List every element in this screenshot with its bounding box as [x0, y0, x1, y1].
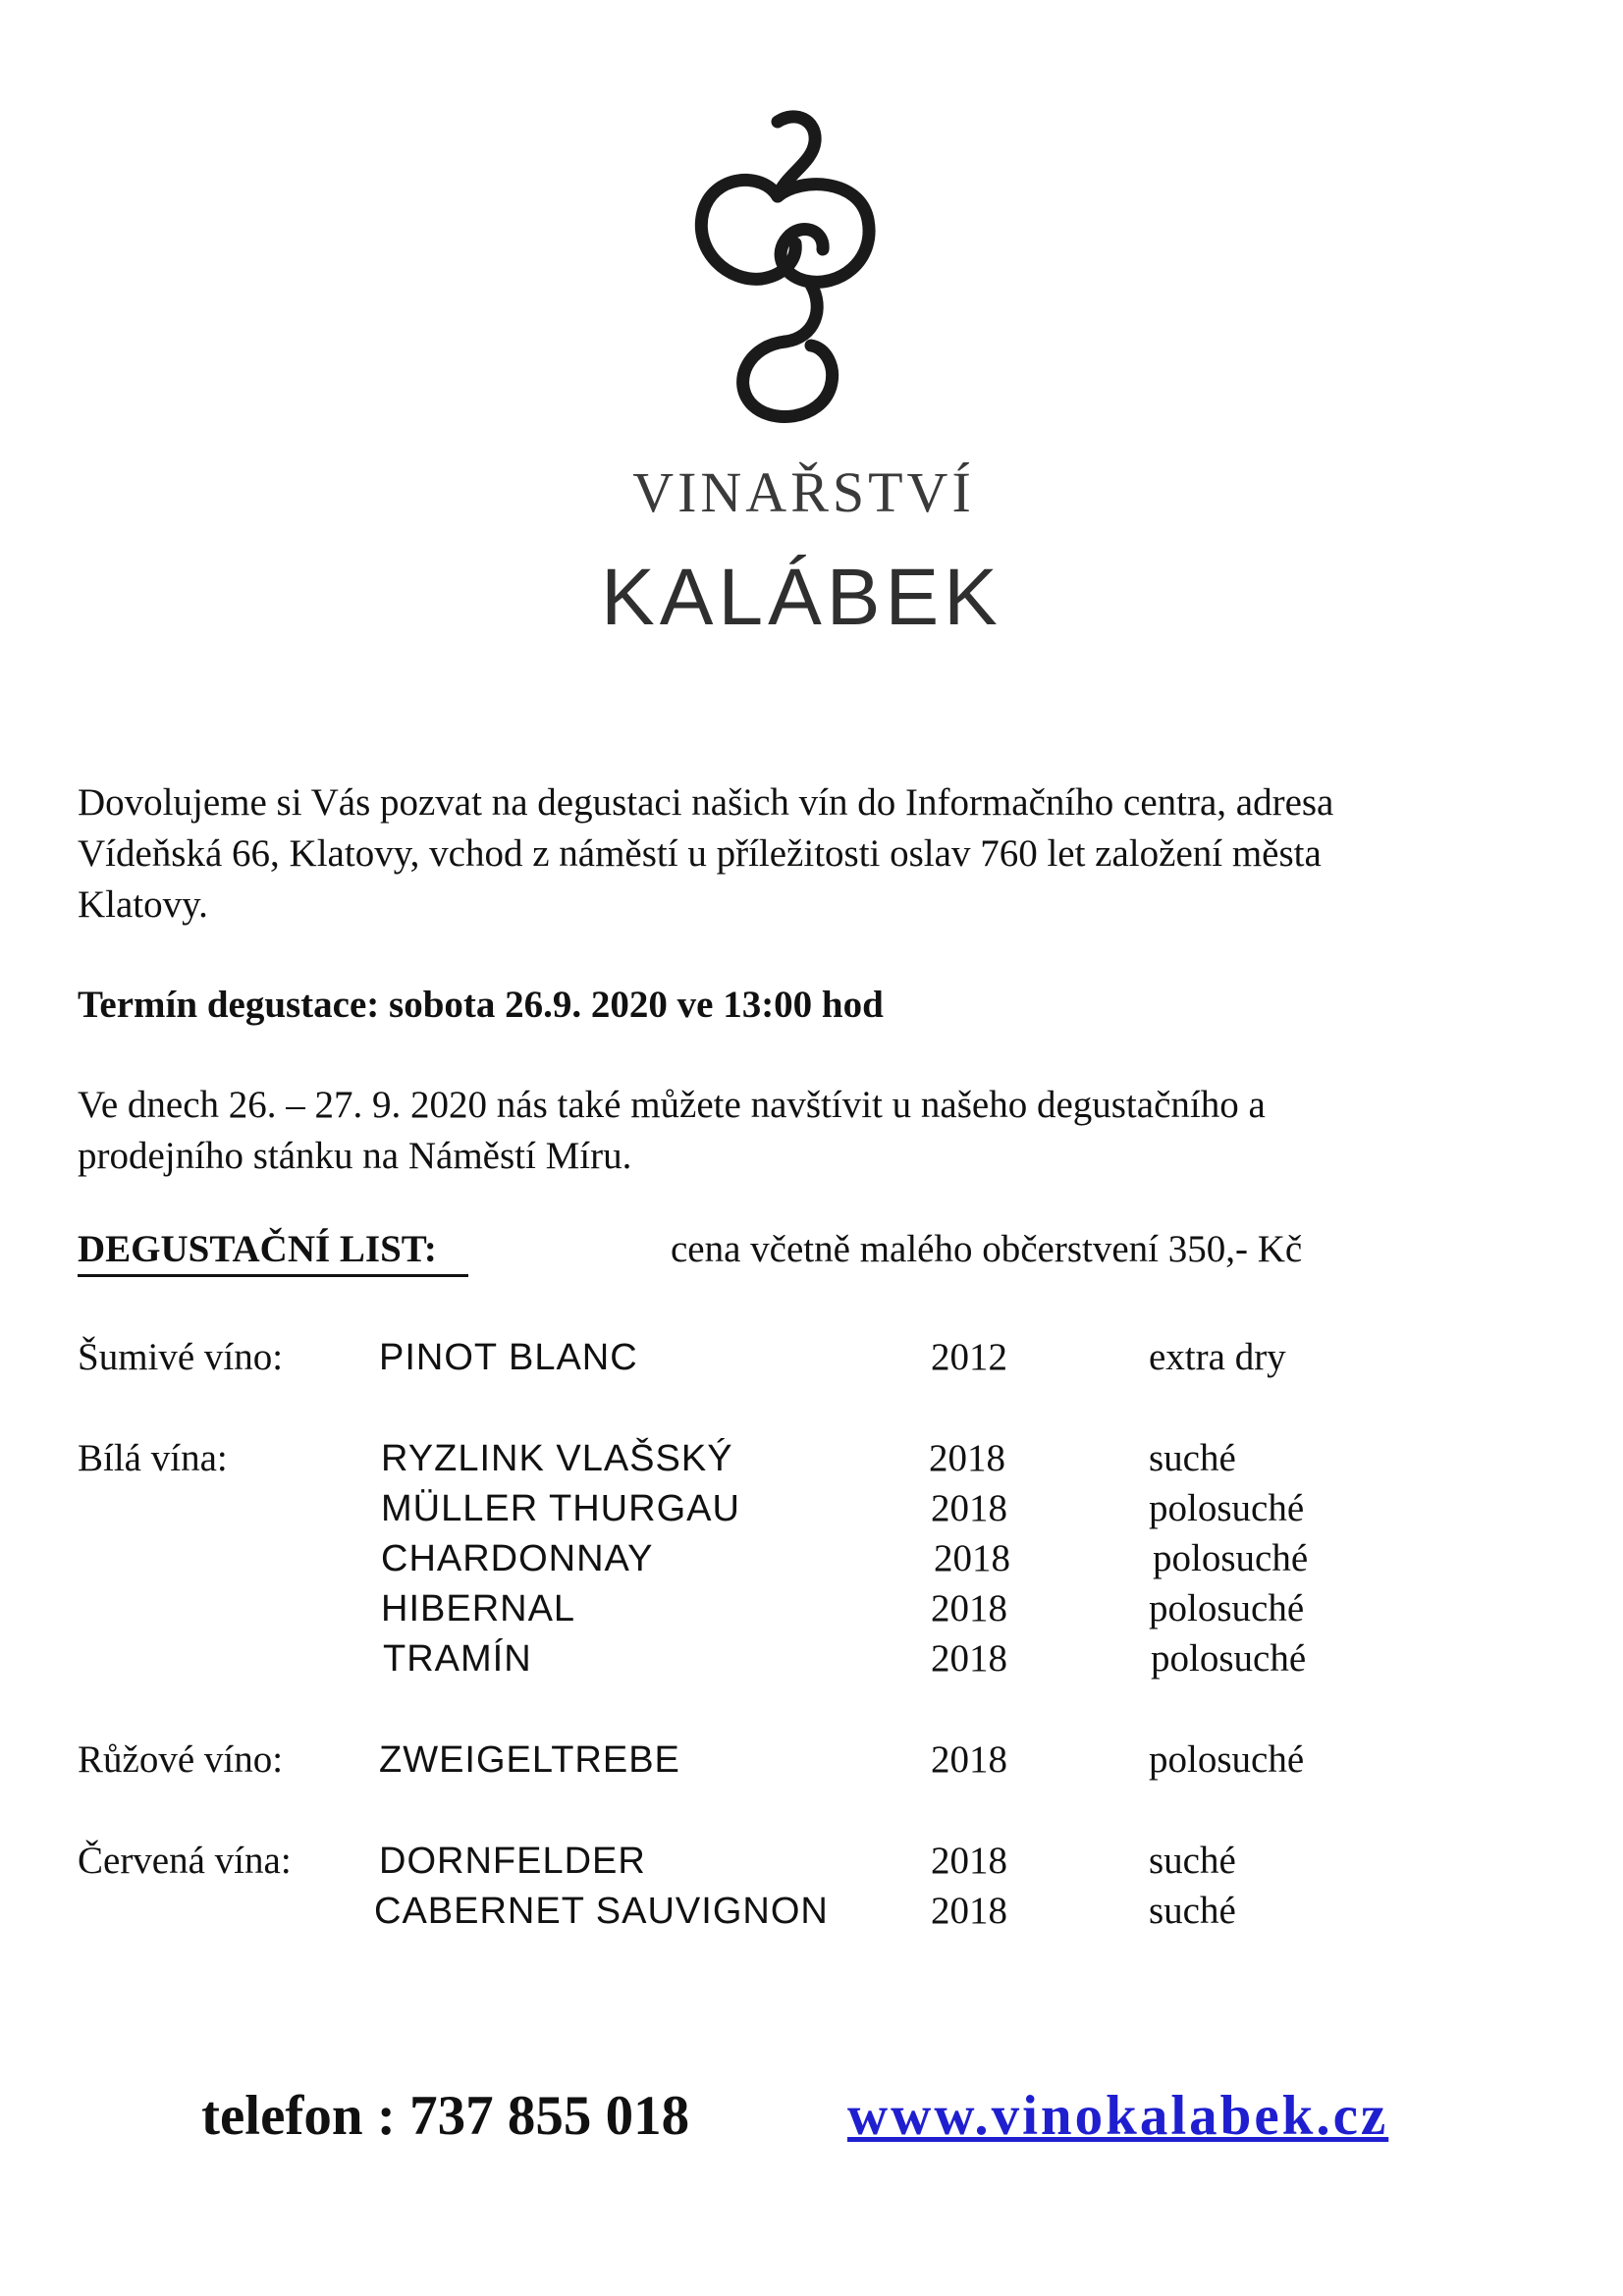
category-red: Červená vína:	[78, 1840, 292, 1882]
intro-line-3: Klatovy.	[78, 883, 208, 926]
wine-name: PINOT BLANC	[379, 1337, 638, 1378]
wine-name: MÜLLER THURGAU	[381, 1488, 740, 1529]
wine-year: 2018	[931, 1840, 1007, 1882]
wine-type: polosuché	[1151, 1637, 1307, 1680]
wine-type: extra dry	[1149, 1336, 1286, 1378]
brand-name-line-1: VINAŘSTVÍ	[632, 460, 975, 524]
wine-name: TRAMÍN	[383, 1638, 532, 1680]
wine-name: CABERNET SAUVIGNON	[374, 1891, 829, 1932]
wine-name: HIBERNAL	[381, 1588, 576, 1629]
intro-line-1: Dovolujeme si Vás pozvat na degustaci našich vín do Informačního centra, adresa	[78, 781, 1334, 824]
price-note: cena včetně malého občerstvení 350,- Kč	[671, 1228, 1303, 1270]
wine-type: polosuché	[1149, 1738, 1305, 1781]
wine-year: 2012	[931, 1336, 1007, 1378]
stand-line-1: Ve dnech 26. – 27. 9. 2020 nás také můžete navštívit u našeho degustačního a	[78, 1084, 1266, 1126]
stand-line-2: prodejního stánku na Náměstí Míru.	[78, 1135, 632, 1177]
wine-type: suché	[1149, 1840, 1236, 1882]
wine-year: 2018	[931, 1890, 1007, 1932]
wine-type: suché	[1149, 1890, 1236, 1932]
wine-year: 2018	[931, 1637, 1007, 1680]
wine-year: 2018	[931, 1587, 1007, 1629]
wine-name: DORNFELDER	[379, 1841, 646, 1882]
wine-name: ZWEIGELTREBE	[379, 1739, 680, 1781]
tasting-list-heading: DEGUSTAČNÍ LIST:	[78, 1225, 468, 1277]
wine-year: 2018	[934, 1537, 1010, 1579]
tasting-date: Termín degustace: sobota 26.9. 2020 ve 13:00 hod	[78, 984, 884, 1026]
wine-year: 2018	[929, 1437, 1005, 1479]
website-link[interactable]: www.vinokalabek.cz	[847, 2085, 1389, 2147]
wine-type: polosuché	[1149, 1487, 1305, 1529]
contact-phone: telefon : 737 855 018	[201, 2085, 690, 2147]
wine-year: 2018	[931, 1738, 1007, 1781]
winery-logo-icon	[668, 106, 933, 430]
category-white: Bílá vína:	[78, 1437, 228, 1479]
wine-type: polosuché	[1149, 1587, 1305, 1629]
wine-type: polosuché	[1153, 1537, 1309, 1579]
category-rose: Růžové víno:	[78, 1738, 284, 1781]
category-sparkling: Šumivé víno:	[78, 1336, 284, 1378]
wine-year: 2018	[931, 1487, 1007, 1529]
intro-line-2: Vídeňská 66, Klatovy, vchod z náměstí u příležitosti oslav 760 let založení města	[78, 832, 1322, 875]
wine-type: suché	[1149, 1437, 1236, 1479]
wine-name: CHARDONNAY	[381, 1538, 654, 1579]
brand-name-line-2: KALÁBEK	[601, 553, 1002, 642]
wine-name: RYZLINK VLAŠSKÝ	[381, 1438, 733, 1479]
